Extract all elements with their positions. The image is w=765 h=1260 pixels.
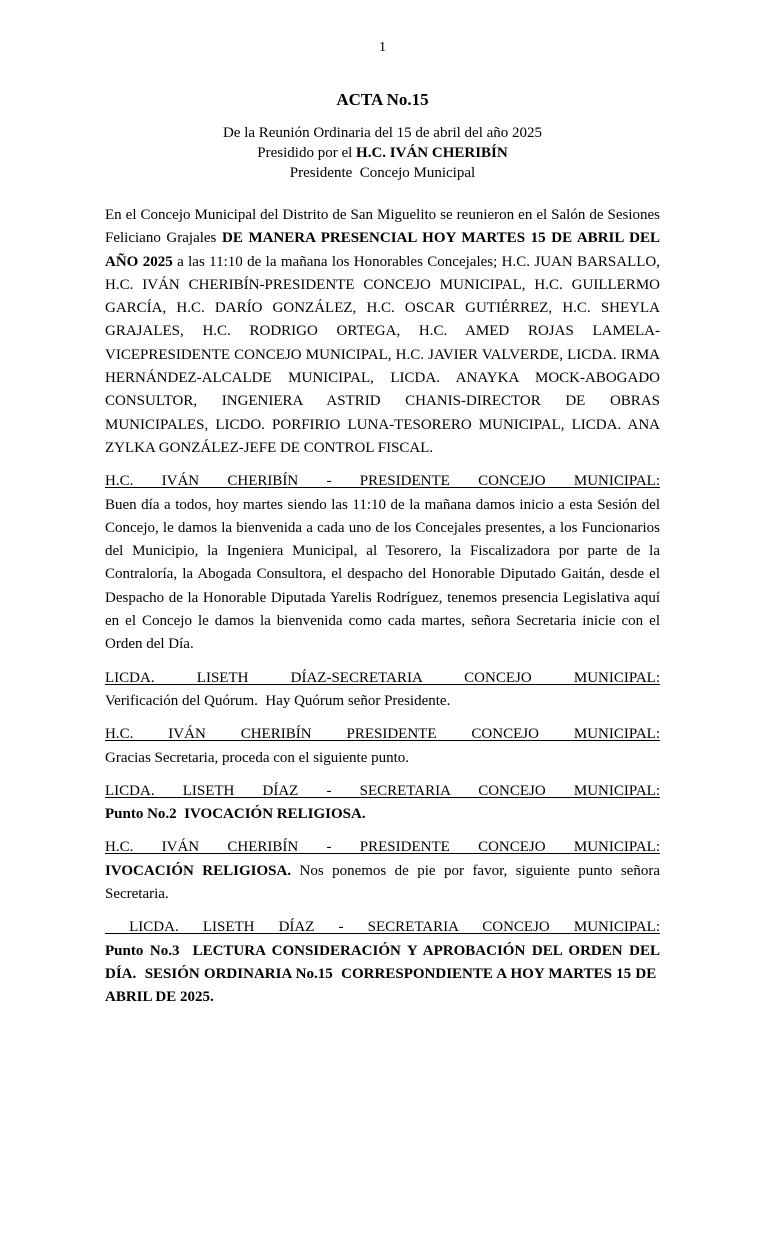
document-section bbox=[105, 667, 660, 714]
section-text: Buen día a todos, hoy martes siendo las 11:10 de la mañana damos inicio a esta Sesión del Concejo, le damos la bienvenida a cada uno de los Concejales presentes, a los Funcionarios del Municipio, la Ingeniera Municipal, al Tesorero, la Fiscalizadora por parte de la Contraloría, la Abogada Consultora, el despacho del Honorable Diputado Gaitán, desde el Despacho de la Honorable Diputada Yarelis Rodríguez, tenemos presencia Legislativa aquí en el Concejo le damos la bienvenida como cada martes, señora Secretaria inicie con el Orden del Día. bbox=[105, 496, 660, 653]
speaker-heading: LICDA. LISETH DÍAZ-SECRETARIA CONCEJO MUNICIPAL: bbox=[105, 669, 660, 686]
speaker-heading: LICDA. LISETH DÍAZ - SECRETARIA CONCEJO MUNICIPAL: bbox=[105, 919, 660, 936]
page-number: 1 bbox=[379, 40, 386, 55]
section-text: Punto No.3 LECTURA CONSIDERACIÓN Y APROBACIÓN DEL ORDEN DEL DÍA. SESIÓN ORDINARIA No.15 CORRESPONDIENTE A HOY MARTES 15 DE ABRIL DE 2025. bbox=[105, 942, 660, 1006]
presided-prefix: Presidido por el bbox=[257, 145, 357, 161]
document-section bbox=[105, 204, 660, 460]
section-text: IVOCACIÓN RELIGIOSA. Nos ponemos de pie por favor, siguiente punto señora Secretaria. bbox=[105, 862, 660, 903]
section-text: En el Concejo Municipal del Distrito de San Miguelito se reunieron en el Salón de Sesiones Feliciano Grajales DE MANERA PRESENCIAL HOY MARTES 15 DE ABRIL DEL AÑO 2025 a las 11:10 de la mañana los Honorables Concejales; H.C. JUAN BARSALLO, H.C. IVÁN CHERIBÍN-PRESIDENTE CONCEJO MUNICIPAL, H.C. GUILLERMO GARCÍA, H.C. DARÍO GONZÁLEZ, H.C. OSCAR GUTIÉRREZ, H.C. SHEYLA GRAJALES, H.C. RODRIGO ORTEGA, H.C. AMED ROJAS LAMELA-VICEPRESIDENTE CONCEJO MUNICIPAL, H.C. JAVIER VALVERDE, LICDA. IRMA HERNÁNDEZ-ALCALDE MUNICIPAL, LICDA. ANAYKA MOCK-ABOGADO CONSULTOR, INGENIERA ASTRID CHANIS-DIRECTOR DE OBRAS MUNICIPALES, LICDO. PORFIRIO LUNA-TESORERO MUNICIPAL, LICDA. ANA ZYLKA GONZÁLEZ-JEFE DE CONTROL FISCAL. bbox=[105, 207, 660, 456]
subtitle-line-presided bbox=[105, 143, 660, 163]
speaker-heading: H.C. IVÁN CHERIBÍN - PRESIDENTE CONCEJO MUNICIPAL: bbox=[105, 473, 660, 490]
document-section bbox=[105, 723, 660, 770]
section-text: Gracias Secretaria, proceda con el siguiente punto. bbox=[105, 749, 410, 766]
document-section bbox=[105, 836, 660, 906]
document-body bbox=[105, 204, 660, 1010]
document-section bbox=[105, 470, 660, 656]
section-text: Punto No.2 IVOCACIÓN RELIGIOSA. bbox=[105, 806, 366, 823]
document-section bbox=[105, 916, 660, 1009]
presided-name: H.C. IVÁN CHERIBÍN bbox=[356, 145, 508, 161]
speaker-heading: LICDA. LISETH DÍAZ - SECRETARIA CONCEJO MUNICIPAL: bbox=[105, 782, 660, 799]
document-title: ACTA No.15 bbox=[336, 90, 429, 109]
speaker-heading: H.C. IVÁN CHERIBÍN - PRESIDENTE CONCEJO MUNICIPAL: bbox=[105, 839, 660, 856]
subtitle-line-role: Presidente Concejo Municipal bbox=[289, 165, 476, 181]
subtitle-line-meeting: De la Reunión Ordinaria del 15 de abril del año 2025 bbox=[222, 125, 543, 141]
document-section bbox=[105, 780, 660, 827]
section-text: Verificación del Quórum. Hay Quórum señor Presidente. bbox=[105, 692, 451, 709]
document-subtitle bbox=[105, 123, 660, 183]
speaker-heading: H.C. IVÁN CHERIBÍN PRESIDENTE CONCEJO MUNICIPAL: bbox=[105, 726, 660, 743]
document-content bbox=[105, 90, 660, 1020]
